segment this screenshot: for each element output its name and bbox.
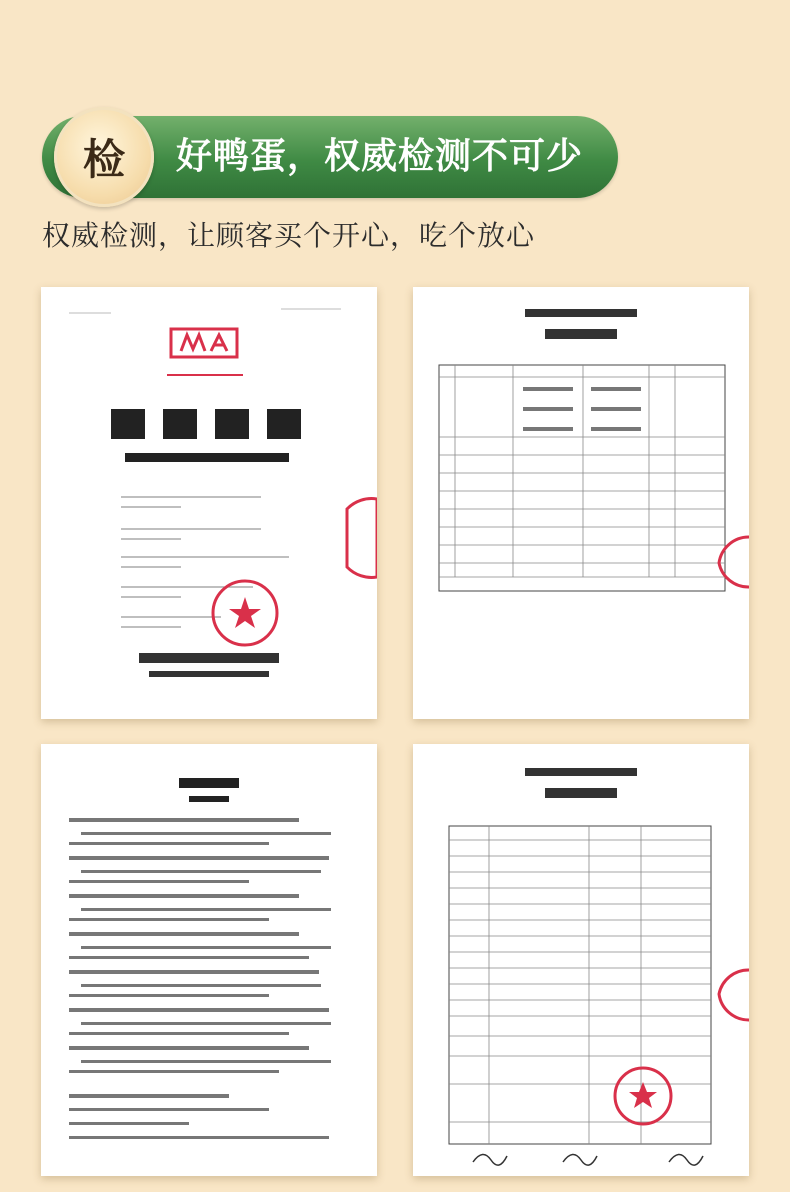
badge-circle bbox=[54, 107, 154, 207]
subtitle: 权威检测，让顾客买个开心，吃个放心 bbox=[42, 219, 536, 252]
report-notice-image bbox=[41, 744, 377, 1176]
inspection-report-sample-info-page bbox=[413, 744, 749, 1176]
report-sample-info-image bbox=[413, 744, 749, 1176]
badge-char: 检 bbox=[82, 135, 125, 184]
report-cover-image bbox=[41, 287, 377, 719]
report-results-image bbox=[413, 287, 749, 719]
inspection-report-results-page bbox=[413, 287, 749, 719]
title-banner bbox=[42, 116, 618, 198]
banner-title: 好鸭蛋，权威检测不可少 bbox=[176, 136, 584, 177]
inspection-report-notice-page bbox=[41, 744, 377, 1176]
inspection-report-cover bbox=[41, 287, 377, 719]
